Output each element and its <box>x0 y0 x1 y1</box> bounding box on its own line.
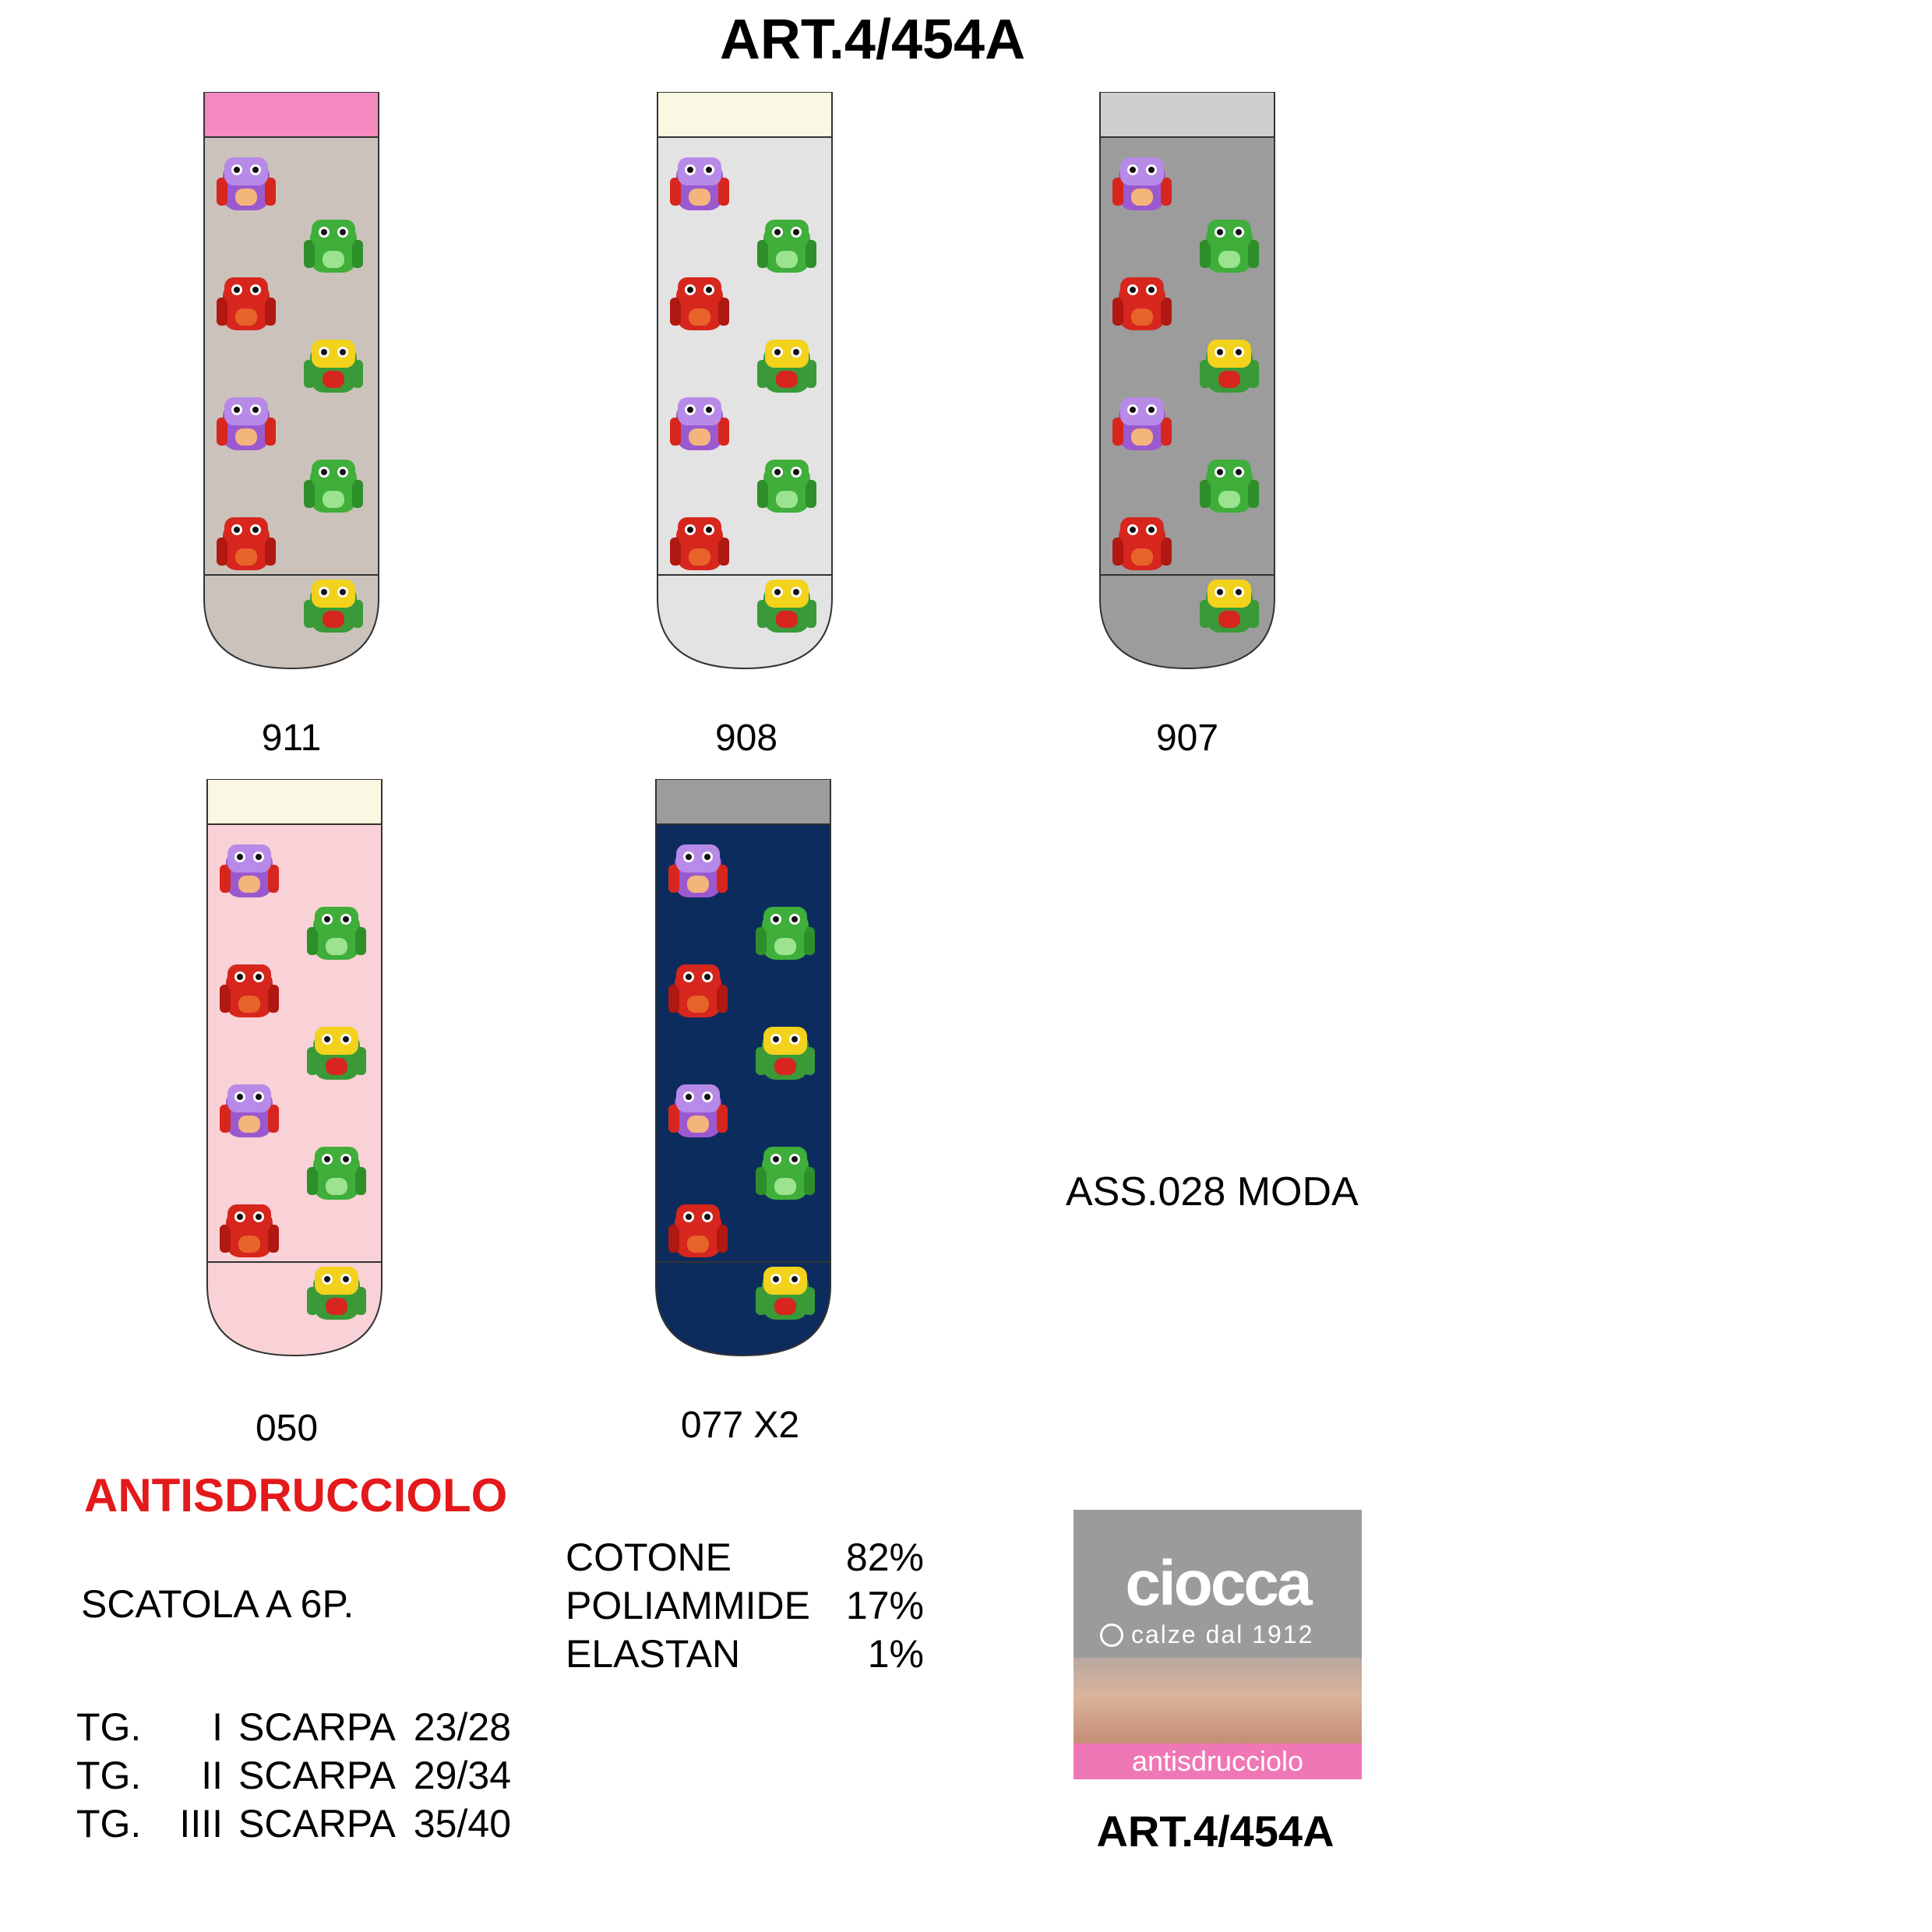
size-label: SCARPA <box>238 1802 396 1846</box>
tagline-text: calze dal 1912 <box>1131 1620 1314 1648</box>
red-owl-icon <box>220 964 279 1017</box>
red-owl-icon <box>668 964 728 1017</box>
size-number: I <box>212 1705 223 1749</box>
percent: 17% <box>845 1584 924 1627</box>
size-number: IIII <box>179 1802 223 1846</box>
composition-row <box>566 1631 924 1680</box>
purple-owl-icon <box>217 397 276 450</box>
yellow-owl-icon <box>304 580 363 633</box>
green-owl-icon <box>757 220 816 273</box>
brand-band: antisdrucciolo <box>1074 1743 1362 1779</box>
sock-graphic <box>654 92 835 715</box>
sock-050 <box>204 779 385 1402</box>
yellow-owl-icon <box>757 580 816 633</box>
sock-cuff <box>207 779 382 824</box>
yellow-owl-icon <box>757 340 816 393</box>
composition-table <box>566 1535 924 1680</box>
green-owl-icon <box>307 907 366 960</box>
yellow-owl-icon <box>1200 340 1259 393</box>
red-owl-icon <box>1112 517 1172 570</box>
purple-owl-icon <box>220 844 279 897</box>
purple-owl-icon <box>670 157 729 210</box>
sock-911 <box>201 92 382 715</box>
sock-graphic <box>1097 92 1278 715</box>
size-prefix: TG. <box>76 1754 142 1797</box>
red-owl-icon <box>220 1204 279 1257</box>
purple-owl-icon <box>220 1084 279 1137</box>
green-owl-icon <box>757 460 816 513</box>
size-range: 35/40 <box>413 1802 511 1846</box>
brand-logo <box>1074 1510 1362 1779</box>
red-owl-icon <box>217 517 276 570</box>
green-owl-icon <box>307 1147 366 1200</box>
sock-908 <box>654 92 835 715</box>
yellow-owl-icon <box>304 340 363 393</box>
size-row <box>76 1753 511 1801</box>
red-owl-icon <box>670 517 729 570</box>
sock-cuff <box>204 92 379 137</box>
page-title: ART.4/454A <box>719 9 1026 71</box>
size-label: SCARPA <box>238 1705 396 1749</box>
material: COTONE <box>566 1535 732 1579</box>
yellow-owl-icon <box>756 1027 815 1080</box>
red-owl-icon <box>670 277 729 330</box>
red-owl-icon <box>217 277 276 330</box>
article-number: ART.4/454A <box>1096 1807 1334 1856</box>
sock-code: 908 <box>714 717 778 759</box>
purple-owl-icon <box>670 397 729 450</box>
green-owl-icon <box>1200 220 1259 273</box>
sock-cuff <box>658 92 832 137</box>
size-label: SCARPA <box>238 1754 396 1797</box>
percent: 1% <box>867 1632 924 1676</box>
brand-tagline <box>1100 1620 1313 1649</box>
size-prefix: TG. <box>76 1802 142 1846</box>
composition-row <box>566 1583 924 1631</box>
assortment-label: ASS.028 MODA <box>1066 1169 1359 1215</box>
percent: 82% <box>845 1535 924 1579</box>
size-table <box>76 1705 511 1849</box>
red-owl-icon <box>668 1204 728 1257</box>
sock-code: 911 <box>261 717 322 759</box>
size-range: 29/34 <box>413 1754 511 1797</box>
green-owl-icon <box>304 220 363 273</box>
sock-code: 050 <box>255 1408 319 1449</box>
purple-owl-icon <box>668 1084 728 1137</box>
red-owl-icon <box>1112 277 1172 330</box>
yellow-owl-icon <box>307 1267 366 1320</box>
yellow-owl-icon <box>756 1267 815 1320</box>
size-number: II <box>201 1754 223 1797</box>
feature-heading: ANTISDRUCCIOLO <box>84 1469 508 1521</box>
size-row <box>76 1705 511 1753</box>
green-owl-icon <box>304 460 363 513</box>
sock-077 <box>653 779 834 1402</box>
purple-owl-icon <box>1112 397 1172 450</box>
green-owl-icon <box>756 1147 815 1200</box>
packaging-label: SCATOLA A 6P. <box>81 1582 354 1626</box>
sock-code: 077 X2 <box>680 1405 800 1446</box>
material: ELASTAN <box>566 1632 741 1676</box>
brand-name: ciocca <box>1125 1548 1310 1619</box>
yellow-owl-icon <box>307 1027 366 1080</box>
sock-graphic <box>204 779 385 1402</box>
size-prefix: TG. <box>76 1705 142 1749</box>
purple-owl-icon <box>1112 157 1172 210</box>
purple-owl-icon <box>668 844 728 897</box>
green-owl-icon <box>1200 460 1259 513</box>
purple-owl-icon <box>217 157 276 210</box>
size-range: 23/28 <box>413 1705 511 1749</box>
composition-row <box>566 1535 924 1583</box>
material: POLIAMMIDE <box>566 1584 810 1627</box>
children-photo <box>1074 1658 1362 1743</box>
sock-cuff <box>656 779 830 824</box>
size-row <box>76 1801 511 1849</box>
green-owl-icon <box>756 907 815 960</box>
sock-code: 907 <box>1155 717 1219 759</box>
sock-graphic <box>653 779 834 1402</box>
sock-cuff <box>1100 92 1274 137</box>
sock-907 <box>1097 92 1278 715</box>
yellow-owl-icon <box>1200 580 1259 633</box>
sock-graphic <box>201 92 382 715</box>
seal-icon <box>1100 1624 1123 1647</box>
